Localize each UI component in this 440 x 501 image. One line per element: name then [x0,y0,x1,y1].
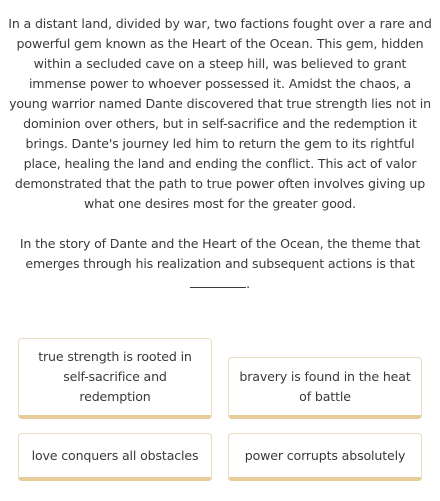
answer-choice-c-label: love conquers all obstacles [31,447,199,463]
answer-choice-c[interactable] [18,433,212,481]
answer-blank [190,275,246,288]
passage-text: In a distant land, divided by war, two factions fought over a rare and powerful gem known as the Heart of the Ocean. This gem, hidden within a secluded cave on a steep hill, was believed to grant immense power to whoever possessed it. Amidst the chaos, a young warrior named Dante discovered that true strength lies not in dominion over others, but in self-sacrifice and the redemption it brings. Dante's journey led him to return the gem to its rightful place, healing the land and ending the conflict. This act of valor demonstrated that the path to true power often involves giving up what one desires most for the greater good. [8,16,432,211]
answer-choice-d-label: power corrupts absolutely [244,447,406,463]
answer-choice-a-label: true strength is rooted in self-sacrifice and redemption [38,349,192,404]
answer-choice-b[interactable] [228,357,422,419]
question-prompt [8,234,432,294]
reading-passage [8,14,432,214]
answer-choice-d[interactable] [228,433,422,481]
answer-choice-b-label: bravery is found in the heat of battle [239,368,411,404]
answer-choice-a[interactable] [18,338,212,419]
question-text: In the story of Dante and the Heart of the Ocean, the theme that emerges through his realization and subsequent actions is that [19,236,421,271]
question-end-punctuation: . [246,276,250,291]
